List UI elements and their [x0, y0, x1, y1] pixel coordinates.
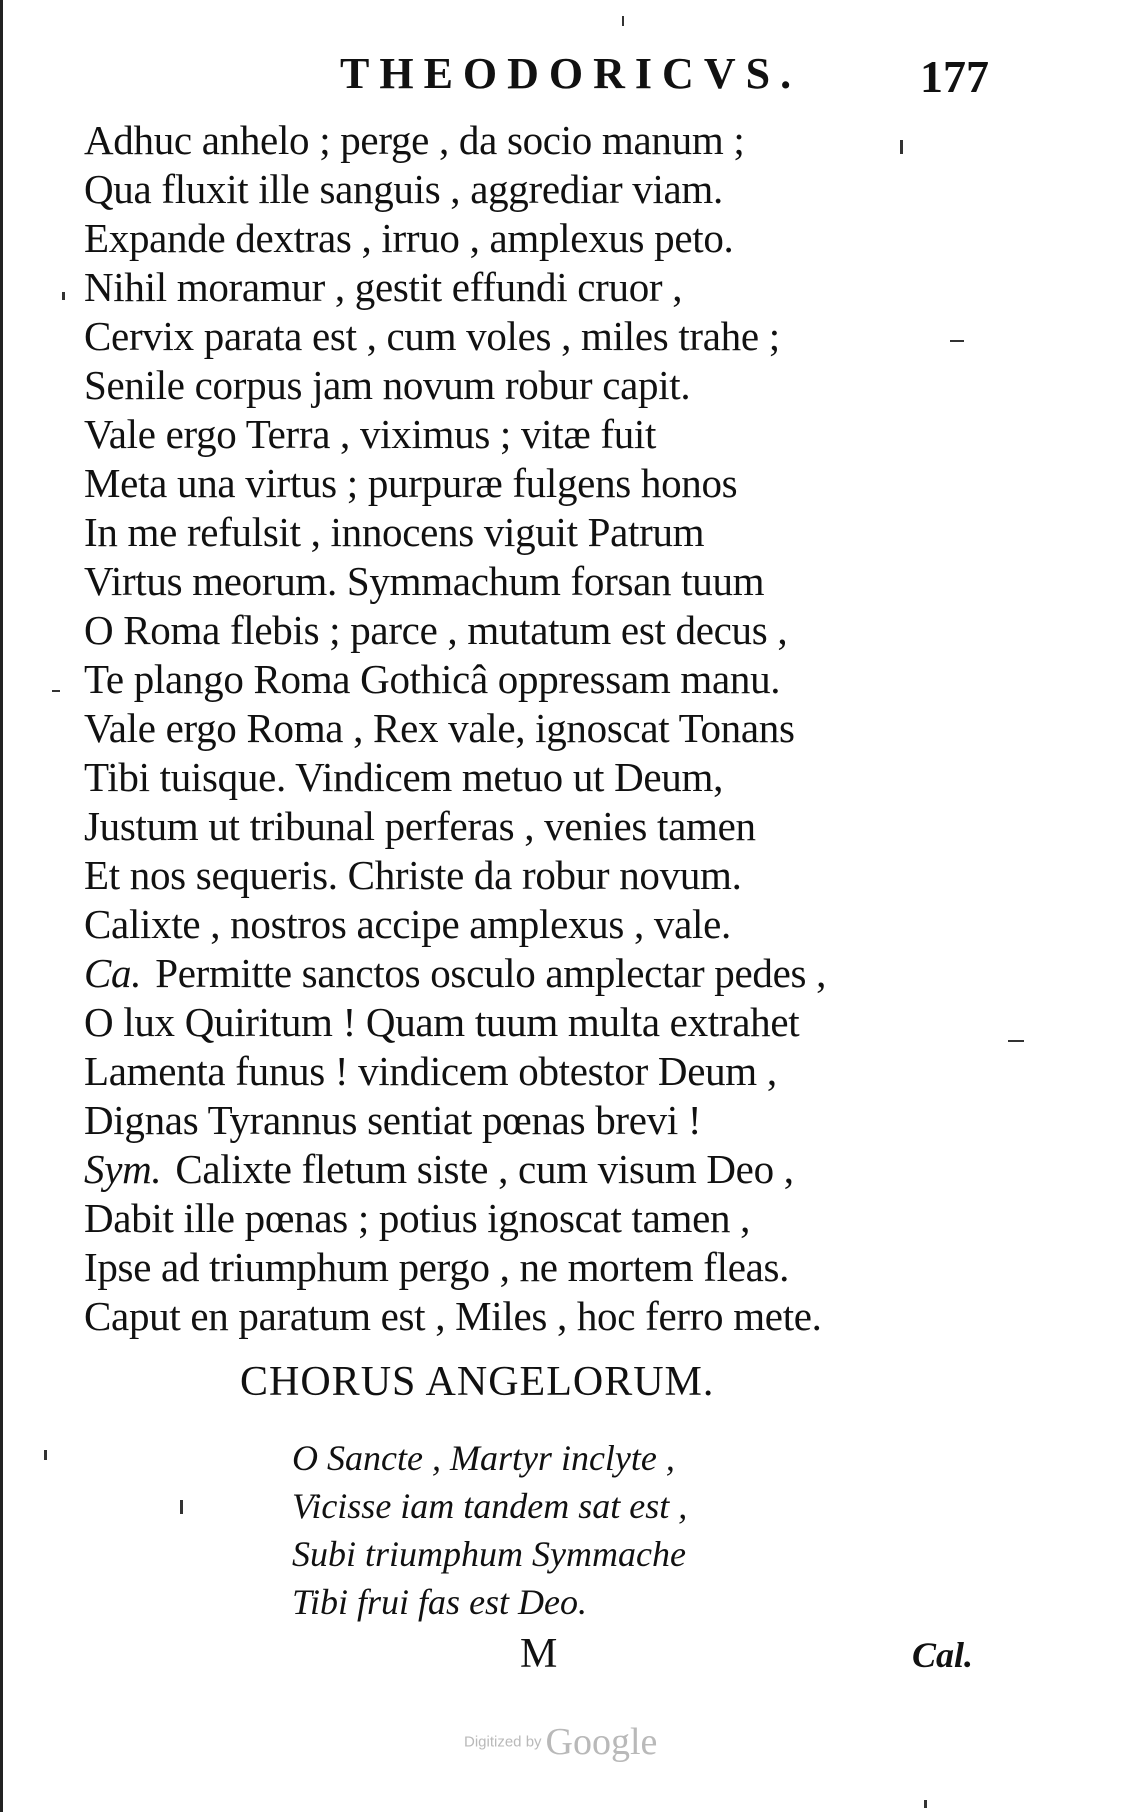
- verse-line: [84, 1194, 1084, 1243]
- verse-line-text: Lamenta funus ! vindicem obtestor Deum ,: [84, 1048, 777, 1094]
- digitization-watermark: [464, 1720, 657, 1764]
- watermark-brand: Google: [545, 1721, 658, 1763]
- verse-line-text: Meta una virtus ; purpuræ fulgens honos: [84, 460, 738, 506]
- verse-line-text: Nihil moramur , gestit effundi cruor ,: [84, 264, 683, 310]
- verse-line-text: Permitte sanctos osculo amplectar pedes ,: [155, 950, 827, 996]
- verse-line: [84, 214, 1084, 263]
- verse-line-text: O Roma flebis ; parce , mutatum est decus ,: [84, 607, 788, 653]
- verse-block: [84, 116, 1084, 1341]
- verse-line: [84, 508, 1084, 557]
- verse-line: [84, 851, 1084, 900]
- verse-line: [84, 410, 1084, 459]
- verse-line: [84, 1145, 1084, 1194]
- speaker-label: Sym.: [84, 1146, 162, 1192]
- ink-speck: [622, 16, 624, 26]
- verse-line: [84, 312, 1084, 361]
- chorus-block: [292, 1434, 687, 1626]
- chorus-line: Subi triumphum Symmache: [292, 1534, 686, 1574]
- ink-speck: [52, 690, 60, 692]
- verse-line-text: Senile corpus jam novum robur capit.: [84, 362, 691, 408]
- catchword: Cal.: [912, 1635, 974, 1675]
- page-number: 177: [920, 51, 989, 102]
- verse-line-text: Ipse ad triumphum pergo , ne mortem fleas.: [84, 1244, 790, 1290]
- verse-line: [84, 1292, 1084, 1341]
- verse-line: [84, 655, 1084, 704]
- verse-line: [84, 606, 1084, 655]
- verse-line-text: Calixte , nostros accipe amplexus , vale.: [84, 901, 731, 947]
- chorus-heading: CHORUS ANGELORUM.: [240, 1359, 715, 1405]
- verse-line-text: Vale ergo Roma , Rex vale, ignoscat Tonans: [84, 705, 795, 751]
- verse-line: [84, 263, 1084, 312]
- chorus-line: Vicisse iam tandem sat est ,: [292, 1486, 688, 1526]
- ink-speck: [1008, 1040, 1024, 1042]
- ink-speck: [924, 1800, 927, 1808]
- verse-line-text: O lux Quiritum ! Quam tuum multa extrahet: [84, 999, 800, 1045]
- verse-line-text: Adhuc anhelo ; perge , da socio manum ;: [84, 117, 745, 163]
- verse-line-text: In me refulsit , innocens viguit Patrum: [84, 509, 705, 555]
- signature-mark: M: [520, 1631, 558, 1677]
- ink-speck: [950, 340, 964, 342]
- verse-line: [84, 949, 1084, 998]
- chorus-line: Tibi frui fas est Deo.: [292, 1582, 588, 1622]
- verse-line: [84, 116, 1084, 165]
- verse-line-text: Dabit ille pœnas ; potius ignoscat tamen ,: [84, 1195, 751, 1241]
- verse-line-text: Tibi tuisque. Vindicem metuo ut Deum,: [84, 754, 724, 800]
- verse-line: [84, 1047, 1084, 1096]
- ink-speck: [62, 292, 65, 300]
- ink-speck: [900, 140, 903, 154]
- verse-line: [84, 998, 1084, 1047]
- verse-line-text: Caput en paratum est , Miles , hoc ferro mete.: [84, 1293, 822, 1339]
- chorus-line: O Sancte , Martyr inclyte ,: [292, 1438, 675, 1478]
- verse-line: [84, 1243, 1084, 1292]
- ink-speck: [44, 1450, 47, 1460]
- verse-line: [84, 557, 1084, 606]
- verse-line: [84, 165, 1084, 214]
- ink-speck: [180, 1500, 183, 1514]
- verse-line: [84, 361, 1084, 410]
- verse-line-text: Expande dextras , irruo , amplexus peto.: [84, 215, 734, 261]
- watermark-prefix: Digitized by: [464, 1733, 542, 1751]
- verse-line-text: Qua fluxit ille sanguis , aggrediar viam.: [84, 166, 723, 212]
- verse-line: [84, 459, 1084, 508]
- verse-line-text: Et nos sequeris. Christe da robur novum.: [84, 852, 742, 898]
- verse-line-text: Vale ergo Terra , viximus ; vitæ fuit: [84, 411, 657, 457]
- verse-line-text: Virtus meorum. Symmachum forsan tuum: [84, 558, 765, 604]
- verse-line-text: Calixte fletum siste , cum visum Deo ,: [175, 1146, 794, 1192]
- verse-line-text: Te plango Roma Gothicâ oppressam manu.: [84, 656, 781, 702]
- verse-line: [84, 1096, 1084, 1145]
- verse-line: [84, 802, 1084, 851]
- running-head: THEODORICVS.: [340, 49, 802, 98]
- verse-line: [84, 704, 1084, 753]
- page-edge: [0, 0, 3, 1812]
- verse-line: [84, 753, 1084, 802]
- verse-line-text: Dignas Tyrannus sentiat pœnas brevi !: [84, 1097, 702, 1143]
- verse-line-text: Justum ut tribunal perferas , venies tamen: [84, 803, 756, 849]
- speaker-label: Ca.: [84, 950, 142, 996]
- verse-line: [84, 900, 1084, 949]
- verse-line-text: Cervix parata est , cum voles , miles trahe ;: [84, 313, 780, 359]
